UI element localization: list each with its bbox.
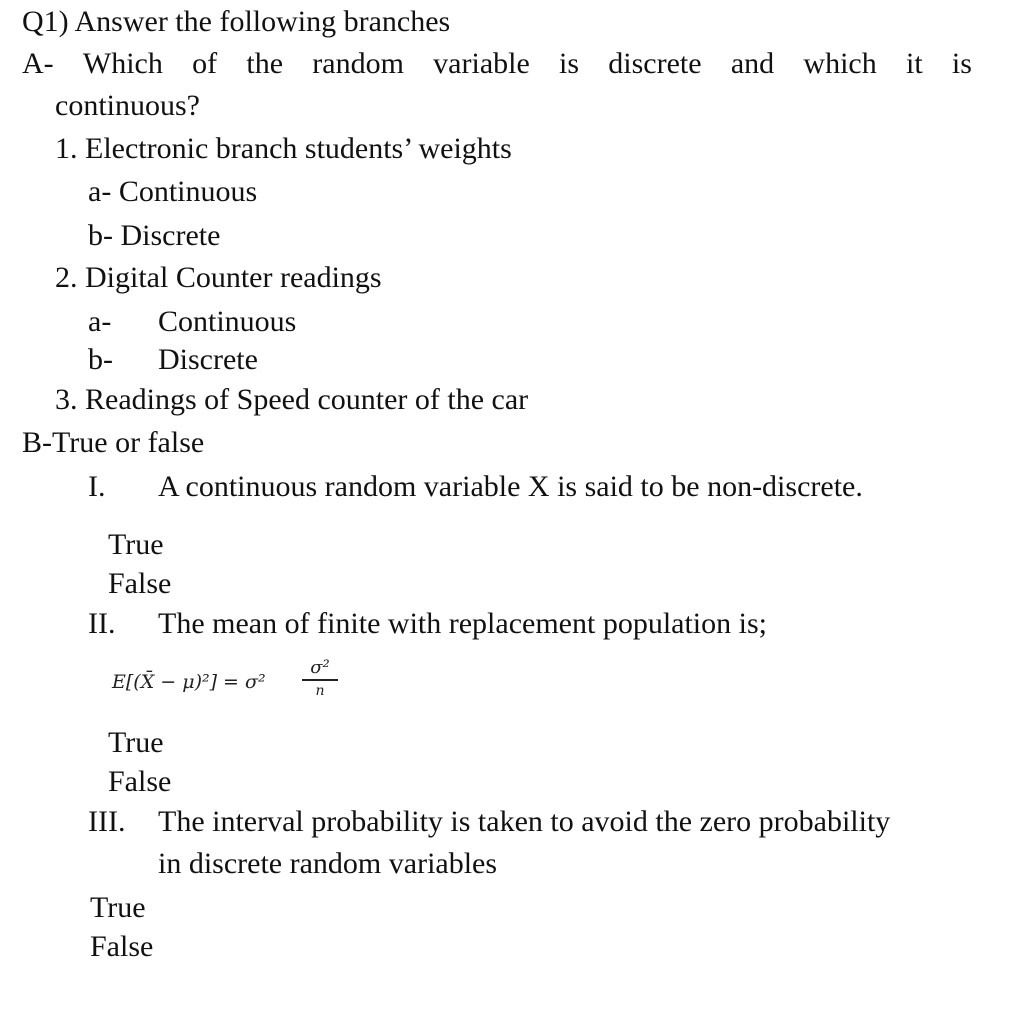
- statement-text-line-2: in discrete random variables: [158, 847, 498, 880]
- item-1-label: 1. Electronic branch students’ weights: [55, 132, 512, 165]
- prompt-word: random: [312, 47, 404, 80]
- formula-numerator: σ²: [310, 657, 330, 678]
- option-letter: b-: [88, 343, 113, 376]
- true-option: True: [90, 891, 146, 924]
- prompt-word: and: [730, 47, 775, 80]
- prompt-word: the: [246, 47, 284, 80]
- prompt-word: it: [905, 47, 923, 80]
- prompt-word: discrete: [608, 47, 702, 80]
- option-text: Discrete: [120, 219, 221, 252]
- option-text: Continuous: [158, 305, 297, 338]
- statement-numeral: I.: [88, 470, 106, 503]
- prompt-word: is: [951, 47, 972, 80]
- part-b-title: B-True or false: [22, 426, 205, 459]
- item-2-label: 2. Digital Counter readings: [55, 261, 382, 294]
- statement-numeral: III.: [88, 805, 126, 838]
- false-option: False: [108, 765, 172, 798]
- false-option: False: [108, 567, 172, 600]
- part-a-prompt-continuation: continuous?: [55, 89, 200, 122]
- option-text: Continuous: [118, 175, 258, 208]
- false-option: False: [90, 930, 154, 963]
- question-title: Q1) Answer the following branches: [22, 5, 451, 38]
- item-1-option-a: [88, 174, 257, 210]
- true-option: True: [108, 528, 164, 561]
- prompt-word: is: [559, 47, 580, 80]
- part-a-marker: A-: [22, 47, 54, 80]
- prompt-word: Which: [82, 47, 163, 80]
- option-text: Discrete: [158, 343, 258, 376]
- statement-text: A continuous random variable X is said to be non-discrete.: [158, 470, 863, 503]
- statement-text: The mean of finite with replacement population is;: [158, 607, 767, 640]
- prompt-word: variable: [433, 47, 530, 80]
- statement-numeral: II.: [88, 607, 116, 640]
- formula-denominator: n: [315, 682, 325, 699]
- fraction-bar: [302, 679, 338, 681]
- prompt-word: which: [803, 47, 877, 80]
- true-option: True: [108, 726, 164, 759]
- option-letter: a-: [88, 175, 112, 208]
- option-letter: a-: [88, 305, 112, 338]
- part-a-prompt: [22, 46, 972, 82]
- item-3-label: 3. Readings of Speed counter of the car: [55, 383, 529, 416]
- formula-fraction: [302, 658, 338, 699]
- prompt-word: of: [192, 47, 218, 80]
- option-letter: b-: [88, 219, 113, 252]
- statement-text-line-1: The interval probability is taken to avoid the zero probability: [158, 805, 891, 838]
- item-1-option-b: [88, 218, 220, 254]
- formula-lhs: E[(X̄ − μ)²] = σ²: [112, 671, 266, 693]
